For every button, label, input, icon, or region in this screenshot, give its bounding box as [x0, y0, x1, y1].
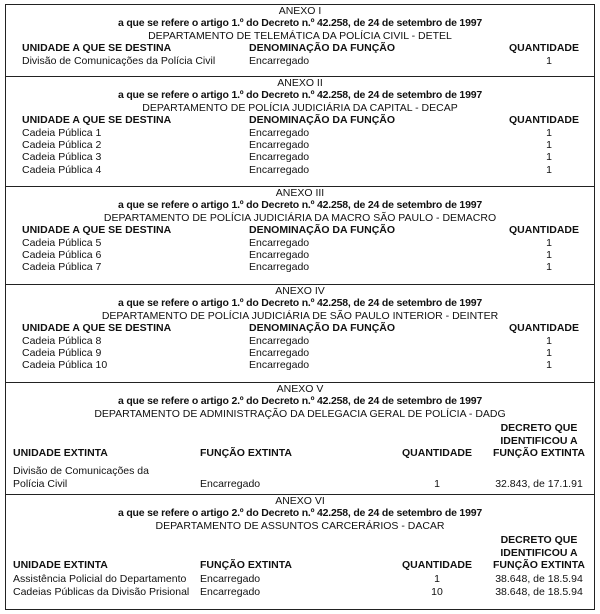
document-frame: [5, 4, 595, 610]
cell-quantity: 1: [546, 236, 552, 249]
col-extinct-function: FUNÇÃO EXTINTA: [200, 559, 292, 572]
cell-unit: Cadeia Pública 10: [22, 359, 108, 372]
annex-department: DEPARTAMENTO DE ASSUNTOS CARCERÁRIOS - DACAR: [155, 519, 445, 532]
col-quantity: QUANTIDADE: [509, 322, 579, 335]
col-quantity: QUANTIDADE: [509, 224, 579, 237]
cell-quantity: 1: [434, 477, 440, 490]
table-row: [6, 164, 594, 176]
cell-function: Encarregado: [249, 236, 310, 249]
cell-function: Encarregado: [249, 261, 310, 274]
cell-function: Encarregado: [249, 347, 310, 360]
cell-unit: Cadeia Pública 2: [22, 139, 102, 152]
cell-function: Encarregado: [200, 477, 261, 490]
column-headers: [6, 42, 594, 54]
annex-department: DEPARTAMENTO DE POLÍCIA JUDICIÁRIA DE SÃO PAULO INTERIOR - DEINTER: [101, 309, 499, 322]
annex-title: ANEXO III: [275, 187, 325, 199]
cell-unit: Cadeia Pública 8: [22, 334, 102, 347]
annex-reference: a que se refere o artigo 2.º do Decreto n.º 42.258, de 24 de setembro de 1997: [117, 395, 482, 408]
table-row: [6, 249, 594, 261]
table-row: [6, 151, 594, 163]
annex-header: [6, 77, 594, 114]
cell-function: Encarregado: [249, 151, 310, 164]
col-extinct-function: FUNÇÃO EXTINTA: [200, 447, 292, 460]
cell-decree: 38.648, de 18.5.94: [495, 573, 583, 586]
annex-4: [6, 285, 594, 383]
cell-quantity: 1: [546, 347, 552, 360]
cell-function: Encarregado: [200, 585, 261, 598]
annex-header: [6, 383, 594, 420]
annex-title: ANEXO II: [277, 77, 323, 89]
col-function: DENOMINAÇÃO DA FUNÇÃO: [249, 322, 396, 335]
annex-reference: a que se refere o artigo 1.º do Decreto n.º 42.258, de 24 de setembro de 1997: [117, 297, 482, 310]
cell-unit: Cadeia Pública 3: [22, 151, 102, 164]
cell-function: Encarregado: [249, 359, 310, 372]
annex-department: DEPARTAMENTO DE ADMINISTRAÇÃO DA DELEGACIA GERAL DE POLÍCIA - DADG: [94, 407, 506, 420]
table-row: [6, 465, 594, 490]
annex-header: [6, 5, 594, 42]
annex-title: ANEXO V: [276, 383, 324, 395]
annex-header: [6, 285, 594, 322]
annex-title: ANEXO IV: [275, 285, 325, 297]
annex-reference: a que se refere o artigo 1.º do Decreto n.º 42.258, de 24 de setembro de 1997: [117, 17, 482, 30]
cell-quantity: 10: [431, 585, 443, 598]
cell-quantity: 1: [546, 54, 552, 67]
cell-quantity: 1: [546, 334, 552, 347]
annex-header: [6, 495, 594, 532]
table-row: [6, 573, 594, 585]
annex-reference: a que se refere o artigo 1.º do Decreto n.º 42.258, de 24 de setembro de 1997: [117, 89, 482, 102]
annex-1: [6, 5, 594, 77]
col-quantity: QUANTIDADE: [402, 559, 472, 572]
col-unit: UNIDADE A QUE SE DESTINA: [22, 224, 172, 237]
table-row: [6, 127, 594, 139]
cell-decree: 32.843, de 17.1.91: [495, 477, 583, 490]
cell-unit: Assistência Policial do Departamento: [13, 573, 187, 586]
col-function: DENOMINAÇÃO DA FUNÇÃO: [249, 224, 396, 237]
cell-unit: Cadeia Pública 9: [22, 347, 102, 360]
column-headers: [6, 224, 594, 236]
annex-6: [6, 495, 594, 613]
col-unit: UNIDADE A QUE SE DESTINA: [22, 42, 172, 55]
cell-unit: Divisão de Comunicações da Polícia Civil: [13, 465, 149, 490]
table-row: [6, 586, 594, 598]
cell-quantity: 1: [546, 249, 552, 262]
cell-function: Encarregado: [249, 126, 310, 139]
table-row: [6, 359, 594, 371]
cell-quantity: 1: [546, 139, 552, 152]
col-decree: DECRETO QUE IDENTIFICOU A FUNÇÃO EXTINTA: [493, 534, 585, 572]
col-decree: DECRETO QUE IDENTIFICOU A FUNÇÃO EXTINTA: [493, 422, 585, 460]
column-headers: [6, 114, 594, 126]
cell-quantity: 1: [546, 261, 552, 274]
cell-function: Encarregado: [249, 163, 310, 176]
col-extinct-unit: UNIDADE EXTINTA: [13, 559, 108, 572]
table-row: [6, 55, 594, 67]
col-function: DENOMINAÇÃO DA FUNÇÃO: [249, 42, 396, 55]
cell-quantity: 1: [546, 151, 552, 164]
col-quantity: QUANTIDADE: [509, 42, 579, 55]
annex-department: DEPARTAMENTO DE POLÍCIA JUDICIÁRIA DA CAPITAL - DECAP: [142, 101, 458, 114]
cell-quantity: 1: [546, 163, 552, 176]
cell-decree: 38.648, de 18.5.94: [495, 585, 583, 598]
annex-department: DEPARTAMENTO DE TELEMÁTICA DA POLÍCIA CIVIL - DETEL: [148, 29, 452, 42]
annex-department: DEPARTAMENTO DE POLÍCIA JUDICIÁRIA DA MACRO SÃO PAULO - DEMACRO: [103, 211, 497, 224]
col-unit: UNIDADE A QUE SE DESTINA: [22, 322, 172, 335]
annex-title: ANEXO I: [278, 5, 322, 17]
annex-title: ANEXO VI: [275, 495, 325, 507]
annex-5: [6, 383, 594, 495]
cell-unit: Cadeia Pública 6: [22, 249, 102, 262]
column-headers: [6, 534, 594, 571]
column-headers: [6, 322, 594, 334]
cell-function: Encarregado: [200, 573, 261, 586]
table-row: [6, 261, 594, 273]
annex-2: [6, 77, 594, 187]
cell-unit: Cadeia Pública 4: [22, 163, 102, 176]
cell-function: Encarregado: [249, 54, 310, 67]
col-quantity: QUANTIDADE: [402, 447, 472, 460]
cell-function: Encarregado: [249, 139, 310, 152]
cell-quantity: 1: [546, 126, 552, 139]
col-quantity: QUANTIDADE: [509, 114, 579, 127]
col-unit: UNIDADE A QUE SE DESTINA: [22, 114, 172, 127]
cell-function: Encarregado: [249, 249, 310, 262]
cell-function: Encarregado: [249, 334, 310, 347]
col-extinct-unit: UNIDADE EXTINTA: [13, 447, 108, 460]
cell-unit: Cadeia Pública 1: [22, 126, 102, 139]
annex-3: [6, 187, 594, 285]
cell-quantity: 1: [434, 573, 440, 586]
annex-reference: a que se refere o artigo 1.º do Decreto n.º 42.258, de 24 de setembro de 1997: [117, 199, 482, 212]
table-row: [6, 139, 594, 151]
column-headers: [6, 422, 594, 459]
annex-header: [6, 187, 594, 224]
cell-quantity: 1: [546, 359, 552, 372]
table-row: [6, 335, 594, 347]
table-row: [6, 347, 594, 359]
cell-unit: Divisão de Comunicações da Polícia Civil: [22, 54, 216, 67]
cell-unit: Cadeias Públicas da Divisão Prisional: [13, 585, 190, 598]
table-row: [6, 237, 594, 249]
cell-unit: Cadeia Pública 7: [22, 261, 102, 274]
col-function: DENOMINAÇÃO DA FUNÇÃO: [249, 114, 396, 127]
cell-unit: Cadeia Pública 5: [22, 236, 102, 249]
annex-reference: a que se refere o artigo 2.º do Decreto n.º 42.258, de 24 de setembro de 1997: [117, 507, 482, 520]
